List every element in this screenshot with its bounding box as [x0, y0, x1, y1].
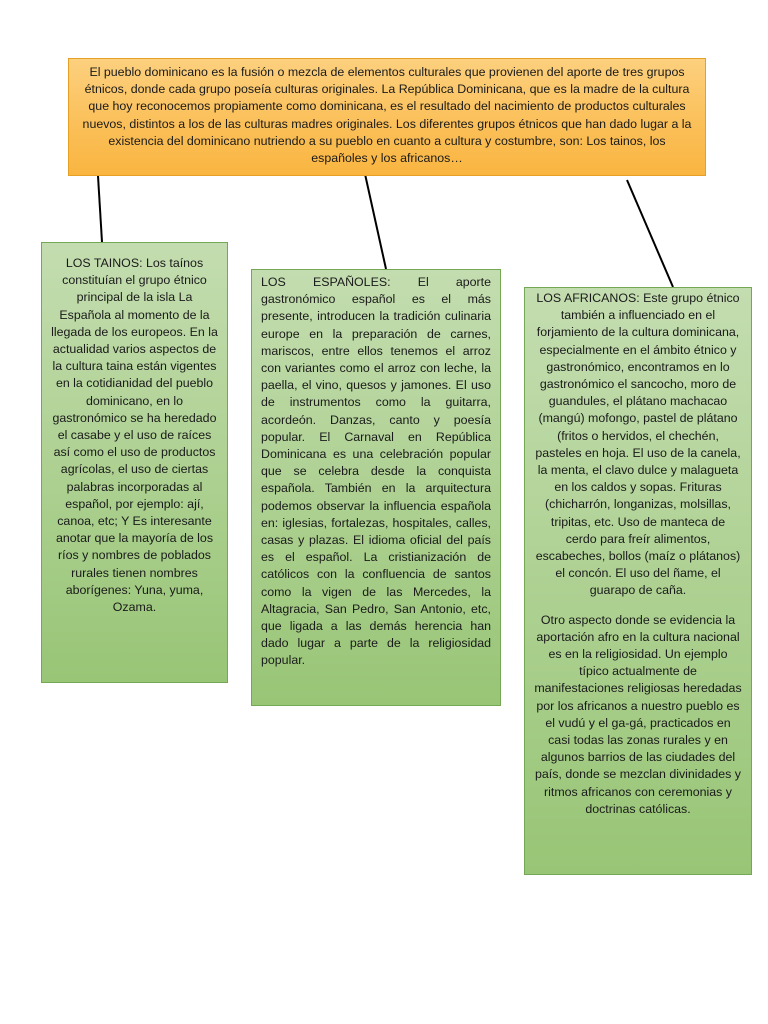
espanoles-box [251, 269, 501, 706]
espanoles-text: LOS ESPAÑOLES: El aporte gastronómico español es el más presente, introducen la tradición culinaria europe en la preparación de carnes, mariscos, entre ellos tenemos el arroz con variantes como el arroz con leche, la paella, el vino, quesos y jamones. El uso de instrumentos como la guitarra, acordeón. Danzas, canto y poesía popular. El Carnaval en República Dominicana es una celebración popular que se celebra desde la conquista española. También en la arquitectura podemos observar la influencia española en: iglesias, fortalezas, hospitales, calles, casas y plazas. El idioma oficial del país es el español. La cristianización de católicos con la confluencia de santos como la vigen de las Mercedes, la Altagracia, San Pedro, San Antonio, etc, que ligada a las demás herencia han dado lugar a parte de la religiosidad popular. [261, 275, 491, 668]
tainos-text: LOS TAINOS: Los taínos constituían el grupo étnico principal de la isla La Española al momento de la llegada de los europeos. En la actualidad varios aspectos de la cultura taina están vigentes en la cotidianidad del pueblo dominicano, en lo gastronómico se ha heredado el casabe y el uso de raíces así como el uso de productos agrícolas, el uso de ciertas palabras incorporadas al español, por ejemplo: ají, canoa, etc; Y Es interesante anotar que la mayoría de los ríos y nombres de poblados rurales tienen nombres aborígenes: Yuna, yuma, Ozama. [51, 256, 218, 615]
africanos-box [524, 287, 752, 875]
intro-text: El pueblo dominicano es la fusión o mezcla de elementos culturales que provienen del aporte de tres grupos étnicos, donde cada grupo poseía culturas originales. La República Dominicana, que es la madre de la cultura que hoy reconocemos propiamente como dominicana, es el resultado del nacimiento de productos culturales nuevos, distintos a los de las culturas madres originales. Los diferentes grupos étnicos que han dado lugar a la existencia del dominicano nutriendo a su pueblo en cuanto a cultura y costumbre, son: Los tainos, los españoles y los africanos… [82, 65, 692, 166]
connector-intro-to-africanos [627, 180, 673, 287]
tainos-box [41, 242, 228, 683]
connector-intro-to-tainos [98, 176, 102, 242]
intro-box [68, 58, 706, 176]
africanos-text-2: Otro aspecto donde se evidencia la aportación afro en la cultura nacional es en la religiosidad. Un ejemplo típico actualmente de manifestaciones religiosas heredadas por los africanos a nuestro pueblo es el vudú y el ga-gá, practicados en casi todas las zonas rurales y en algunos barrios de las ciudades del país, donde se mezclan divinidades y ritmos africanos con ceremonias y doctrinas católicas. [534, 612, 742, 816]
africanos-text-1: LOS AFRICANOS: Este grupo étnico también a influenciado en el forjamiento de la cultura dominicana, especialmente en el ámbito étnico y gastronómico, encontramos en lo gastronómico el sancocho, moro de guandules, el plátano machacao (mangú) mofongo, pastel de plátano (fritos o hervidos, el chechén, pasteles en hoja. El uso de la canela, la menta, el clavo dulce y malagueta en los caldos y sopas. Frituras (chicharrón, longanizas, molsillas, tripitas, etc. Uso de manteca de cerdo para freír alimentos, escabeches, bollos (maíz o plátanos) el concón. El uso del ñame, el guarapo de caña. [535, 291, 741, 598]
connector-intro-to-espanoles [365, 174, 386, 269]
